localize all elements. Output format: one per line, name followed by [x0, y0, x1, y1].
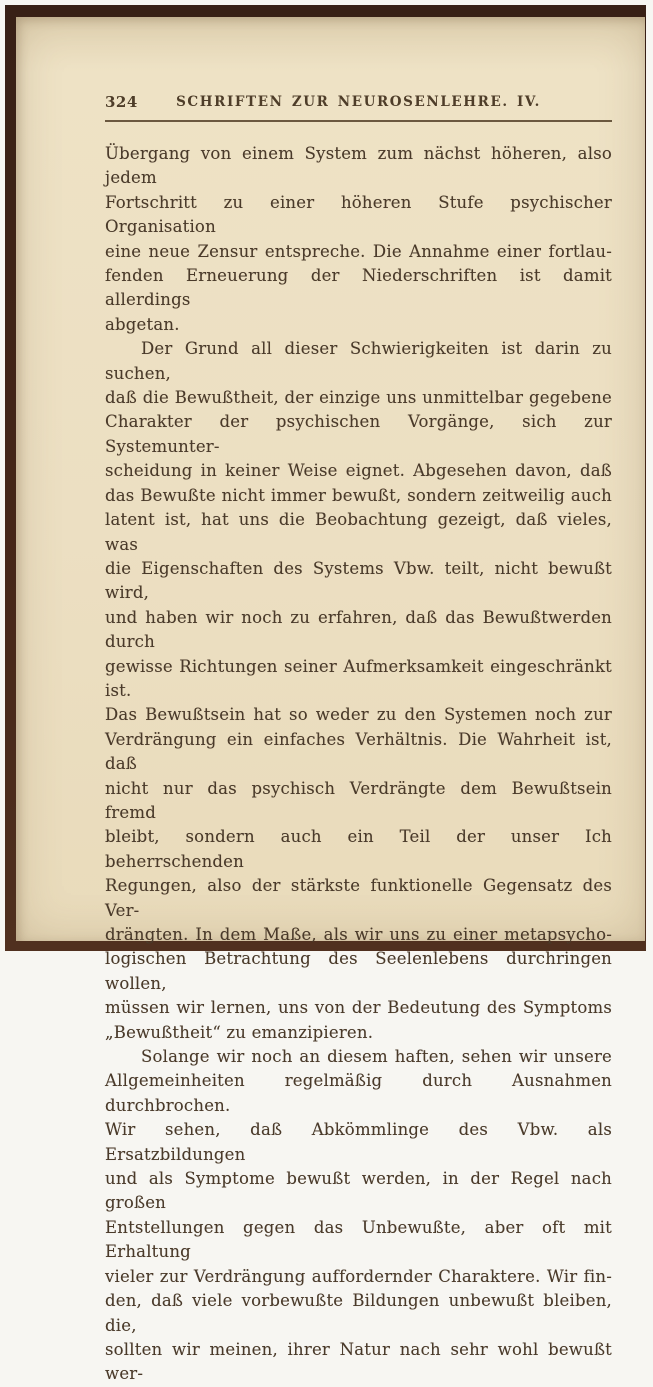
text-line: gewisse Richtungen seiner Aufmerksamkeit eingeschränkt ist. — [105, 656, 612, 700]
running-title: SCHRIFTEN ZUR NEUROSENLEHRE. IV. — [176, 94, 541, 110]
text-line: Solange wir noch an diesem haften, sehen wir unsere — [141, 1047, 612, 1067]
text-line: scheidung in keiner Weise eignet. Abgesehen davon, daß — [105, 461, 612, 481]
text-line: Entstellungen gegen das Unbewußte, aber oft mit Erhaltung — [105, 1217, 612, 1262]
text-line: drängten. In dem Maße, als wir uns zu einer metapsycho- — [105, 925, 612, 944]
text-line: sollten wir meinen, ihrer Natur nach sehr wohl bewußt wer- — [105, 1339, 612, 1384]
text-line: vieler zur Verdrängung auffordernder Charaktere. Wir fin- — [105, 1266, 612, 1286]
text-line: Das Bewußtsein hat so weder zu den Systemen noch zur — [105, 705, 612, 725]
text-line: die Eigenschaften des Systems Vbw. teilt, nicht bewußt wird, — [105, 558, 612, 603]
text-line: Übergang von einem System zum nächst höheren, also jedem — [105, 144, 612, 188]
paragraph-2 — [105, 337, 612, 1045]
scan-edge — [5, 5, 646, 1384]
text-line: daß die Bewußtheit, der einzige uns unmittelbar gegebene — [105, 388, 612, 408]
text-line: „Bewußtheit“ zu emanzipieren. — [105, 1022, 374, 1042]
text-line: Der Grund all dieser Schwierigkeiten ist darin zu suchen, — [105, 339, 612, 383]
text-line: fenden Erneuerung der Niederschriften ist damit allerdings — [105, 266, 612, 310]
page-number: 324 — [105, 93, 138, 111]
text-line: Fortschritt zu einer höheren Stufe psychischer Organisation — [105, 192, 612, 237]
text-line: und als Symptome bewußt werden, in der Regel nach großen — [105, 1169, 612, 1213]
text-line: Verdrängung ein einfaches Verhältnis. Die Wahrheit ist, daß — [105, 729, 612, 774]
text-line: den, daß viele vorbewußte Bildungen unbewußt bleiben, die, — [105, 1291, 612, 1335]
book-page — [16, 17, 645, 1384]
text-line: das Bewußte nicht immer bewußt, sondern zeitweilig auch — [105, 485, 612, 505]
text-line: müssen wir lernen, uns von der Bedeutung des Symptoms — [105, 998, 612, 1018]
text-line: und haben wir noch zu erfahren, daß das Bewußtwerden durch — [105, 607, 612, 652]
text-line: latent ist, hat uns die Beobachtung gezeigt, daß vieles, was — [105, 510, 612, 554]
paragraph-3 — [105, 1045, 612, 1387]
header-rule — [105, 120, 612, 122]
text-line: Allgemeinheiten regelmäßig durch Ausnahmen durchbrochen. — [105, 1071, 612, 1115]
text-line: bleibt, sondern auch ein Teil der unser Ich beherrschenden — [105, 827, 612, 871]
text-line: nicht nur das psychisch Verdrängte dem Bewußtsein fremd — [105, 778, 612, 822]
text-line: abgetan. — [105, 314, 180, 334]
paragraph-1 — [105, 142, 612, 337]
text-line: logischen Betrachtung des Seelenlebens durchringen wollen, — [105, 949, 612, 993]
body-text — [105, 142, 612, 1387]
text-line: Wir sehen, daß Abkömmlinge des Vbw. als Ersatzbildungen — [105, 1120, 612, 1164]
text-line: Regungen, also der stärkste funktionelle Gegensatz des Ver- — [105, 876, 612, 920]
text-line: eine neue Zensur entspreche. Die Annahme einer fortlau- — [105, 241, 612, 261]
page-header — [105, 93, 612, 113]
text-line: Charakter der psychischen Vorgänge, sich zur Systemunter- — [105, 412, 612, 456]
